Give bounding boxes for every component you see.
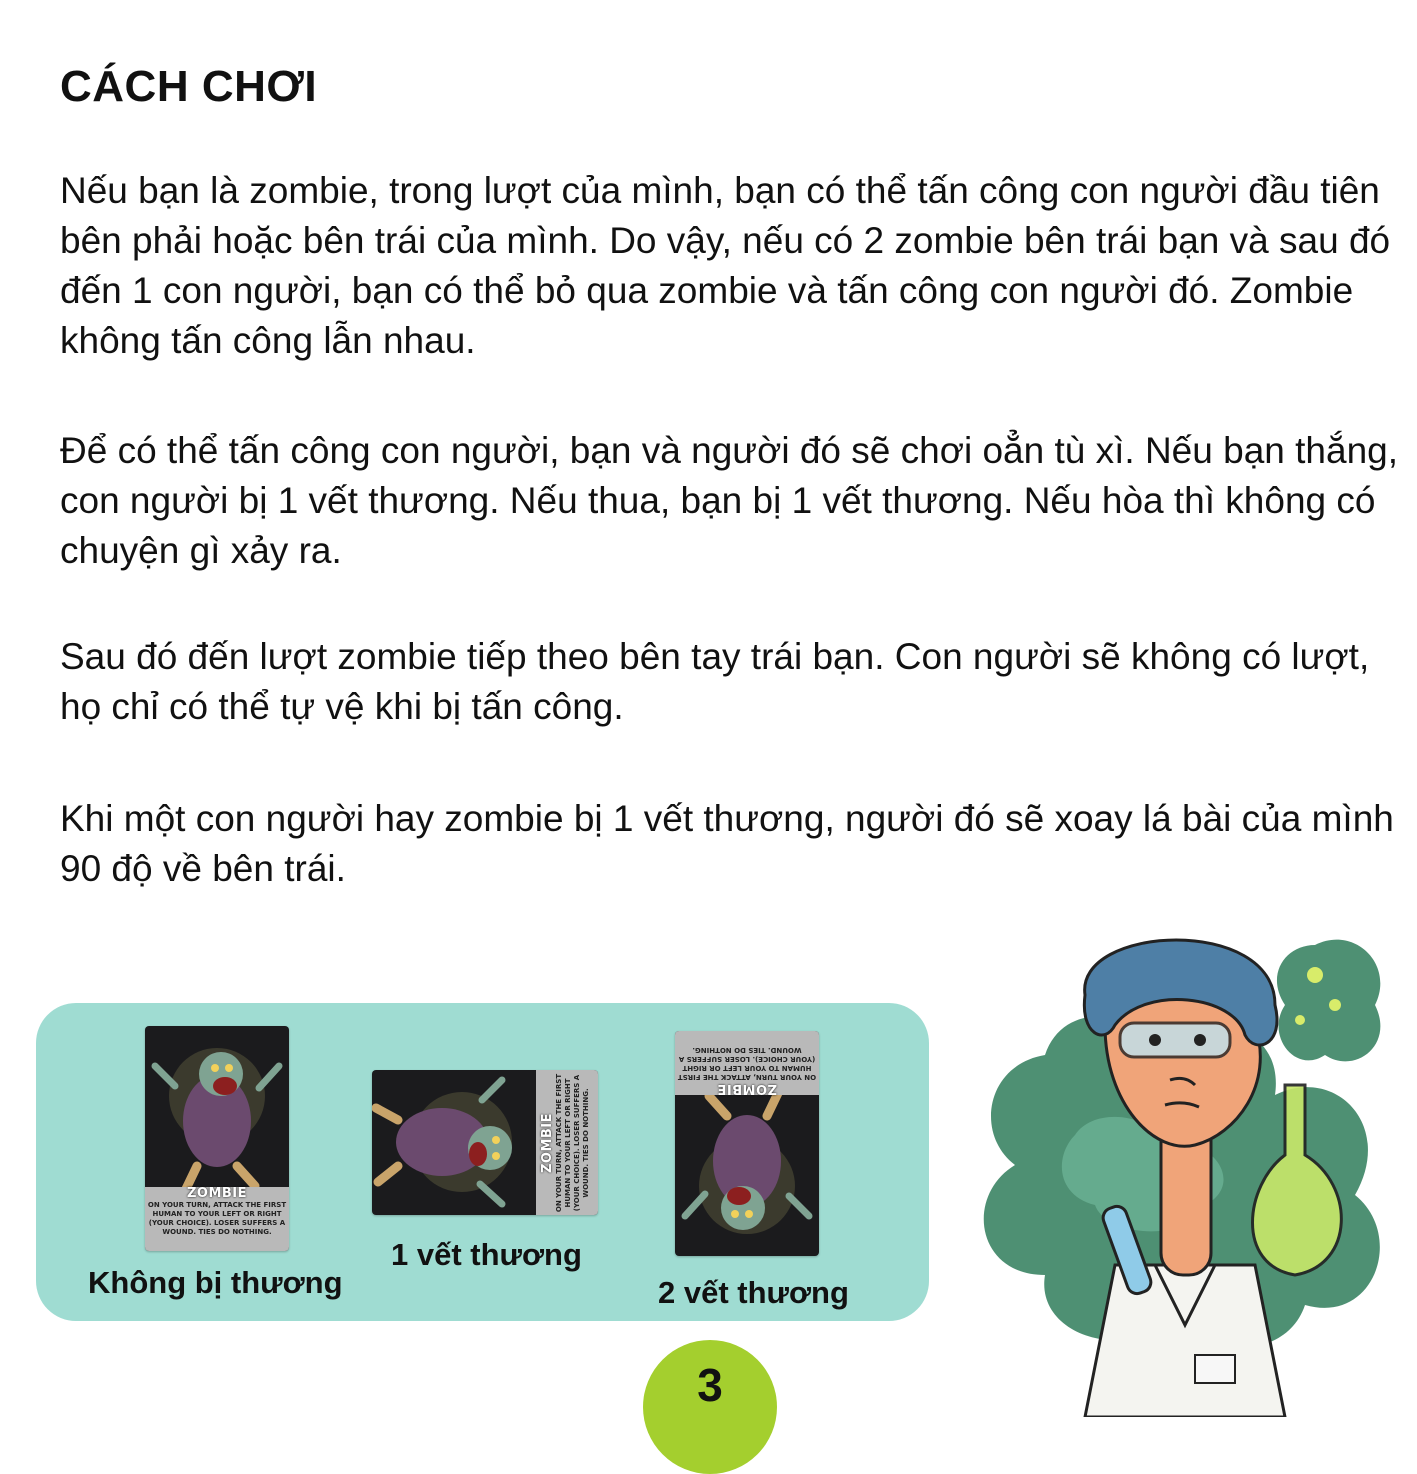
zombie-illustration <box>145 1026 289 1201</box>
card-name: ZOMBIE <box>716 1081 778 1096</box>
zombie-illustration <box>675 1081 819 1256</box>
scientist-illustration <box>955 905 1417 1417</box>
zombie-card-one-wound <box>372 1070 598 1215</box>
page-number: 3 <box>697 1359 723 1411</box>
rules-paragraph-3: Sau đó đến lượt zombie tiếp theo bên tay trái bạn. Con người sẽ không có lượt, họ chỉ có thể tự vệ khi bị tấn công. <box>60 636 1370 727</box>
rules-paragraph-4: Khi một con người hay zombie bị 1 vết thương, người đó sẽ xoay lá bài của mình 90 độ về bên trái. <box>60 798 1394 889</box>
caption-no-wound: Không bị thương <box>88 1265 343 1300</box>
rules-paragraph-1: Nếu bạn là zombie, trong lượt của mình, bạn có thể tấn công con người đầu tiên bên phải hoặc bên trái của mình. Do vậy, nếu có 2 zombie bên trái bạn và sau đó đến 1 con người, bạn có thể bỏ qua zombie và tấn công con người đó. Zombie không tấn công lẫn nhau. <box>60 170 1391 361</box>
card-rules-text: ON YOUR TURN, ATTACK THE FIRST HUMAN TO YOUR LEFT OR RIGHT (YOUR CHOICE). LOSER SUFFERS A WOUND. TIES DO NOTHING. <box>555 1073 590 1212</box>
card-name: ZOMBIE <box>540 1112 555 1173</box>
card-name: ZOMBIE <box>186 1186 248 1201</box>
zombie-illustration <box>372 1070 542 1215</box>
page-number-badge <box>643 1340 777 1474</box>
zombie-card-two-wounds <box>675 1031 819 1256</box>
page-title: CÁCH CHƠI <box>60 62 318 111</box>
caption-one-wound: 1 vết thương <box>391 1237 582 1272</box>
zombie-card-no-wound <box>145 1026 289 1251</box>
caption-two-wounds: 2 vết thương <box>658 1275 849 1310</box>
card-rules-text: ON YOUR TURN, ATTACK THE FIRST HUMAN TO YOUR LEFT OR RIGHT (YOUR CHOICE). LOSER SUFFERS A WOUND. TIES DO NOTHING. <box>147 1201 287 1236</box>
card-rules-text: ON YOUR TURN, ATTACK THE FIRST HUMAN TO YOUR LEFT OR RIGHT (YOUR CHOICE). LOSER SUFFERS A WOUND. TIES DO NOTHING. <box>677 1046 817 1081</box>
rules-paragraph-2: Để có thể tấn công con người, bạn và người đó sẽ chơi oẳn tù xì. Nếu bạn thắng, con người bị 1 vết thương. Nếu thua, bạn bị 1 vết thương. Nếu hòa thì không có chuyện gì xảy ra. <box>60 430 1398 571</box>
